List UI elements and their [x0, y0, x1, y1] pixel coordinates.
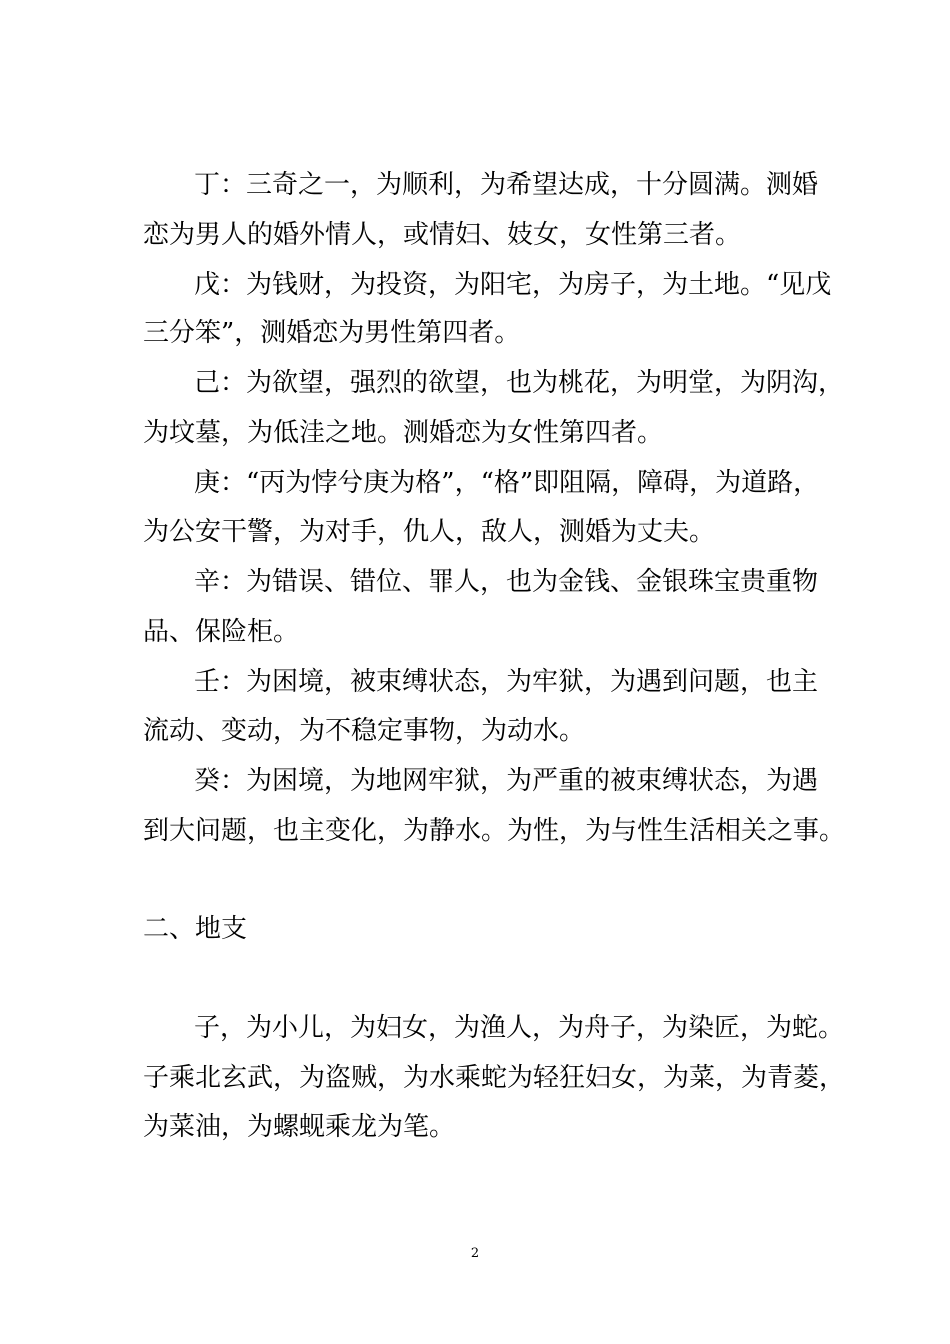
paragraph-geng-line-1: 庚：“丙为悖兮庚为格”，“格”即阻隔，障碍，为道路，: [194, 468, 820, 498]
paragraph-ji-line-1: 己：为欲望，强烈的欲望，也为桃花，为明堂，为阴沟，: [194, 368, 845, 398]
paragraph-gui-line-2: 到大问题，也主变化，为静水。为性，为与性生活相关之事。: [143, 816, 846, 846]
paragraph-xin-line-1: 辛：为错误、错位、罪人，也为金钱、金银珠宝贵重物: [194, 567, 819, 597]
paragraph-geng-line-2: 为公安干警，为对手，仇人，敌人，测婚为丈夫。: [143, 517, 716, 547]
page-number: 2: [470, 1246, 480, 1261]
paragraph-zi-line-1: 子，为小儿，为妇女，为渔人，为舟子，为染匠，为蛇。: [194, 1013, 845, 1043]
paragraph-xin-line-2: 品、保险柜。: [143, 617, 300, 647]
paragraph-zi-line-2: 子乘北玄武，为盗贼，为水乘蛇为轻狂妇女，为菜，为青菱，: [143, 1063, 846, 1093]
paragraph-zi-line-3: 为菜油，为螺蚬乘龙为笔。: [143, 1112, 456, 1142]
paragraph-ding-line-1: 丁：三奇之一，为顺利，为希望达成，十分圆满。测婚: [194, 170, 819, 200]
paragraph-wu-line-1: 戊：为钱财，为投资，为阳宅，为房子，为土地。“见戊: [194, 270, 832, 300]
section-heading: 二、地支: [143, 914, 248, 944]
paragraph-wu-line-2: 三分笨”，测婚恋为男性第四者。: [143, 318, 521, 348]
paragraph-ding-line-2: 恋为男人的婚外情人，或情妇、妓女，女性第三者。: [143, 220, 742, 250]
paragraph-ren-line-2: 流动、变动，为不稳定事物，为动水。: [143, 716, 586, 746]
paragraph-ji-line-2: 为坟墓，为低洼之地。测婚恋为女性第四者。: [143, 418, 664, 448]
paragraph-gui-line-1: 癸：为困境，为地网牢狱，为严重的被束缚状态，为遇: [194, 766, 819, 796]
paragraph-ren-line-1: 壬：为困境，被束缚状态，为牢狱，为遇到问题，也主: [194, 667, 819, 697]
